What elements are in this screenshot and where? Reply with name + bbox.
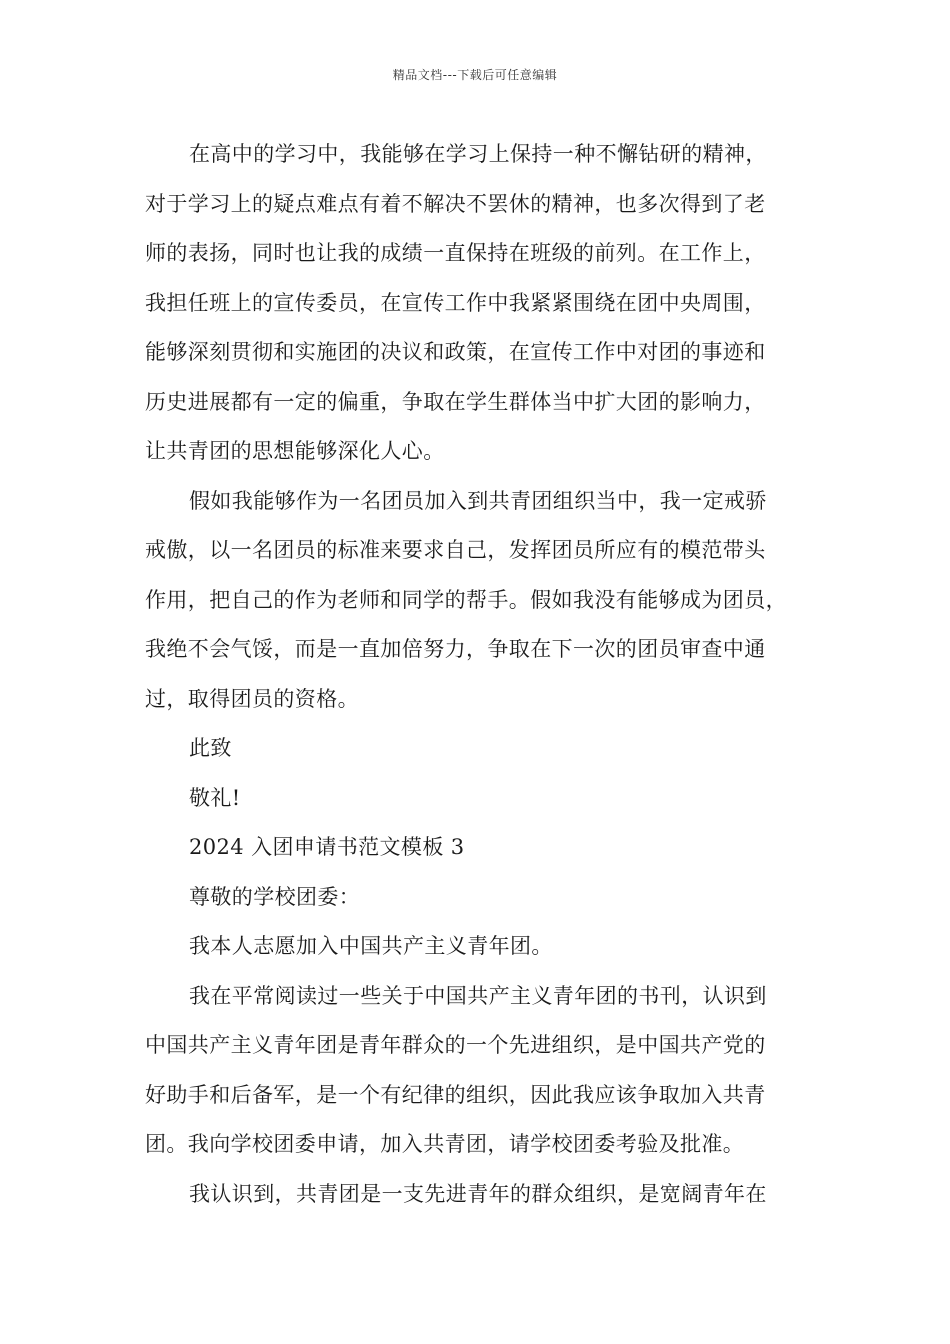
closing-line: 敬礼! xyxy=(189,785,241,810)
text-line: 在高中的学习中，我能够在学习上保持一种不懈钻研的精神， xyxy=(189,142,767,166)
page-header: 精品文档---下载后可任意编辑 xyxy=(392,68,558,82)
text-line: 能够深刻贯彻和实施团的决议和政策，在宣传工作中对团的事迹和 xyxy=(145,340,766,364)
salutation: 尊敬的学校团委： xyxy=(189,884,361,909)
text-line: 对于学习上的疑点难点有着不解决不罢休的精神，也多次得到了老 xyxy=(145,191,766,216)
text-line: 团。我向学校团委申请，加入共青团，请学校团委考验及批准。 xyxy=(145,1132,745,1156)
text-line: 我认识到，共青团是一支先进青年的群众组织，是宽阔青年在 xyxy=(189,1181,767,1206)
text-line: 我绝不会气馁，而是一直加倍努力，争取在下一次的团员审查中通 xyxy=(145,637,766,661)
closing-line: 此致 xyxy=(189,736,232,760)
text-line: 作用，把自己的作为老师和同学的帮手。假如我没有能够成为团员， xyxy=(145,587,787,612)
text-line: 师的表扬，同时也让我的成绩一直保持在班级的前列。在工作上， xyxy=(145,241,766,265)
text-line: 中国共产主义青年团是青年群众的一个先进组织，是中国共产党的 xyxy=(145,1033,766,1057)
text-line: 假如我能够作为一名团员加入到共青团组织当中，我一定戒骄 xyxy=(189,488,767,513)
text-line: 历史进展都有一定的偏重，争取在学生群体当中扩大团的影响力， xyxy=(145,389,766,414)
text-line: 我在平常阅读过一些关于中国共产主义青年团的书刊，认识到 xyxy=(189,983,767,1008)
text-line: 戒傲，以一名团员的标准来要求自己，发挥团员所应有的模范带头 xyxy=(145,538,766,562)
text-line: 让共青团的思想能够深化人心。 xyxy=(145,439,445,463)
text-line: 好助手和后备军，是一个有纪律的组织，因此我应该争取加入共青 xyxy=(145,1082,766,1107)
document-body xyxy=(145,130,815,1219)
text-line: 我担任班上的宣传委员，在宣传工作中我紧紧围绕在团中央周围， xyxy=(145,290,766,315)
text-line: 过，取得团员的资格。 xyxy=(145,686,359,711)
section-title: 2024 入团申请书范文模板 3 xyxy=(189,835,465,859)
text-line: 我本人志愿加入中国共产主义青年团。 xyxy=(189,934,553,958)
